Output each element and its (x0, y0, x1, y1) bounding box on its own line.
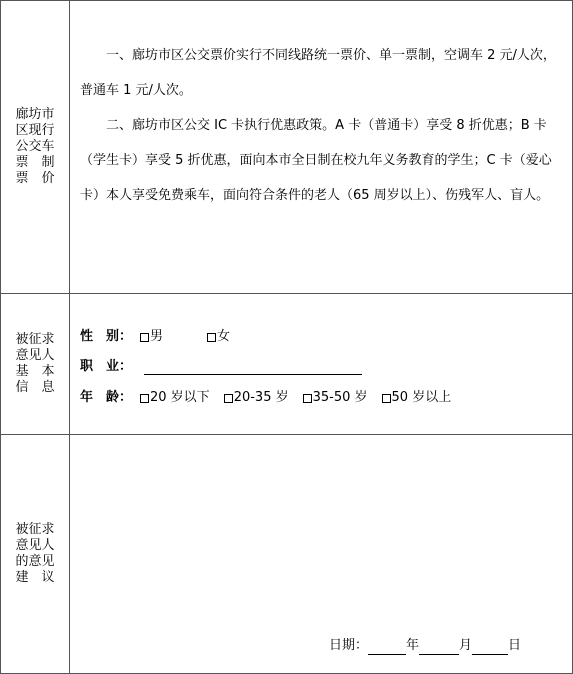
column-divider (69, 435, 70, 673)
fare-paragraph-2: 二、廊坊市区公交 IC 卡执行优惠政策。A 卡（普通卡）享受 8 折优惠；B 卡（学生卡）享受 5 折优惠，面向本市全日制在校九年义务教育的学生；C 卡（爱心卡）本人享受免费乘车，面向符合条件的老人（65 周岁以上）、伤残军人、盲人。 (80, 118, 552, 203)
row-label-line: 意见人 (15, 538, 55, 553)
date-label: 日期： (329, 638, 369, 653)
row-label (11, 107, 59, 187)
row-label-cell (1, 294, 69, 434)
age-label: 年 龄： (80, 390, 133, 405)
row-label-line: 廊坊市 (15, 107, 55, 122)
occupation-line (80, 357, 362, 377)
gender-line (80, 327, 244, 347)
age-option-under-20[interactable] (140, 388, 210, 408)
gender-label: 性 别： (80, 329, 133, 344)
year-field[interactable] (368, 640, 406, 655)
age-option-over-50[interactable] (382, 388, 452, 408)
checkbox-icon[interactable] (224, 394, 233, 403)
row-label-cell (1, 435, 69, 673)
row-label-line: 的意见 (15, 554, 55, 569)
row-label-line: 信 息 (15, 380, 55, 395)
checkbox-icon[interactable] (303, 394, 312, 403)
column-divider (69, 1, 70, 293)
month-field[interactable] (419, 640, 459, 655)
day-label: 日 (508, 638, 522, 653)
checkbox-icon[interactable] (140, 394, 149, 403)
row-label-line: 公交车 (15, 139, 55, 154)
year-label: 年 (406, 638, 420, 653)
row-label-line: 票 制 (15, 155, 55, 170)
gender-option-female[interactable] (207, 327, 230, 347)
day-field[interactable] (472, 640, 508, 655)
row-label (11, 522, 59, 586)
option-label: 男 (150, 329, 164, 344)
option-label: 20-35 岁 (233, 390, 289, 405)
row-label-line: 被征求 (15, 332, 55, 347)
age-option-20-35[interactable] (224, 388, 289, 408)
fare-paragraph-1: 一、廊坊市区公交票价实行不同线路统一票价、单一票制，空调车 2 元/人次，普通车 1 元/人次。 (80, 48, 556, 98)
row-label-line: 建 议 (15, 570, 55, 585)
option-label: 35-50 岁 (312, 390, 368, 405)
occupation-field[interactable] (144, 360, 362, 375)
option-label: 女 (217, 329, 231, 344)
option-label: 20 岁以下 (150, 390, 210, 405)
row-label-line: 区现行 (15, 123, 55, 138)
row-label-line: 意见人 (15, 348, 55, 363)
month-label: 月 (459, 638, 473, 653)
option-label: 50 岁以上 (391, 390, 452, 405)
row-label-line: 基 本 (15, 364, 55, 379)
column-divider (69, 294, 70, 434)
checkbox-icon[interactable] (140, 333, 149, 342)
row-label-line: 票 价 (15, 171, 55, 186)
age-option-35-50[interactable] (303, 388, 368, 408)
row-label-cell (1, 1, 69, 293)
checkbox-icon[interactable] (207, 333, 216, 342)
checkbox-icon[interactable] (382, 394, 391, 403)
date-line (329, 637, 521, 655)
row-label-line: 被征求 (15, 522, 55, 537)
row-label (11, 332, 59, 396)
gender-option-male[interactable] (140, 327, 163, 347)
age-line (80, 388, 465, 408)
occupation-label: 职 业： (80, 359, 133, 374)
